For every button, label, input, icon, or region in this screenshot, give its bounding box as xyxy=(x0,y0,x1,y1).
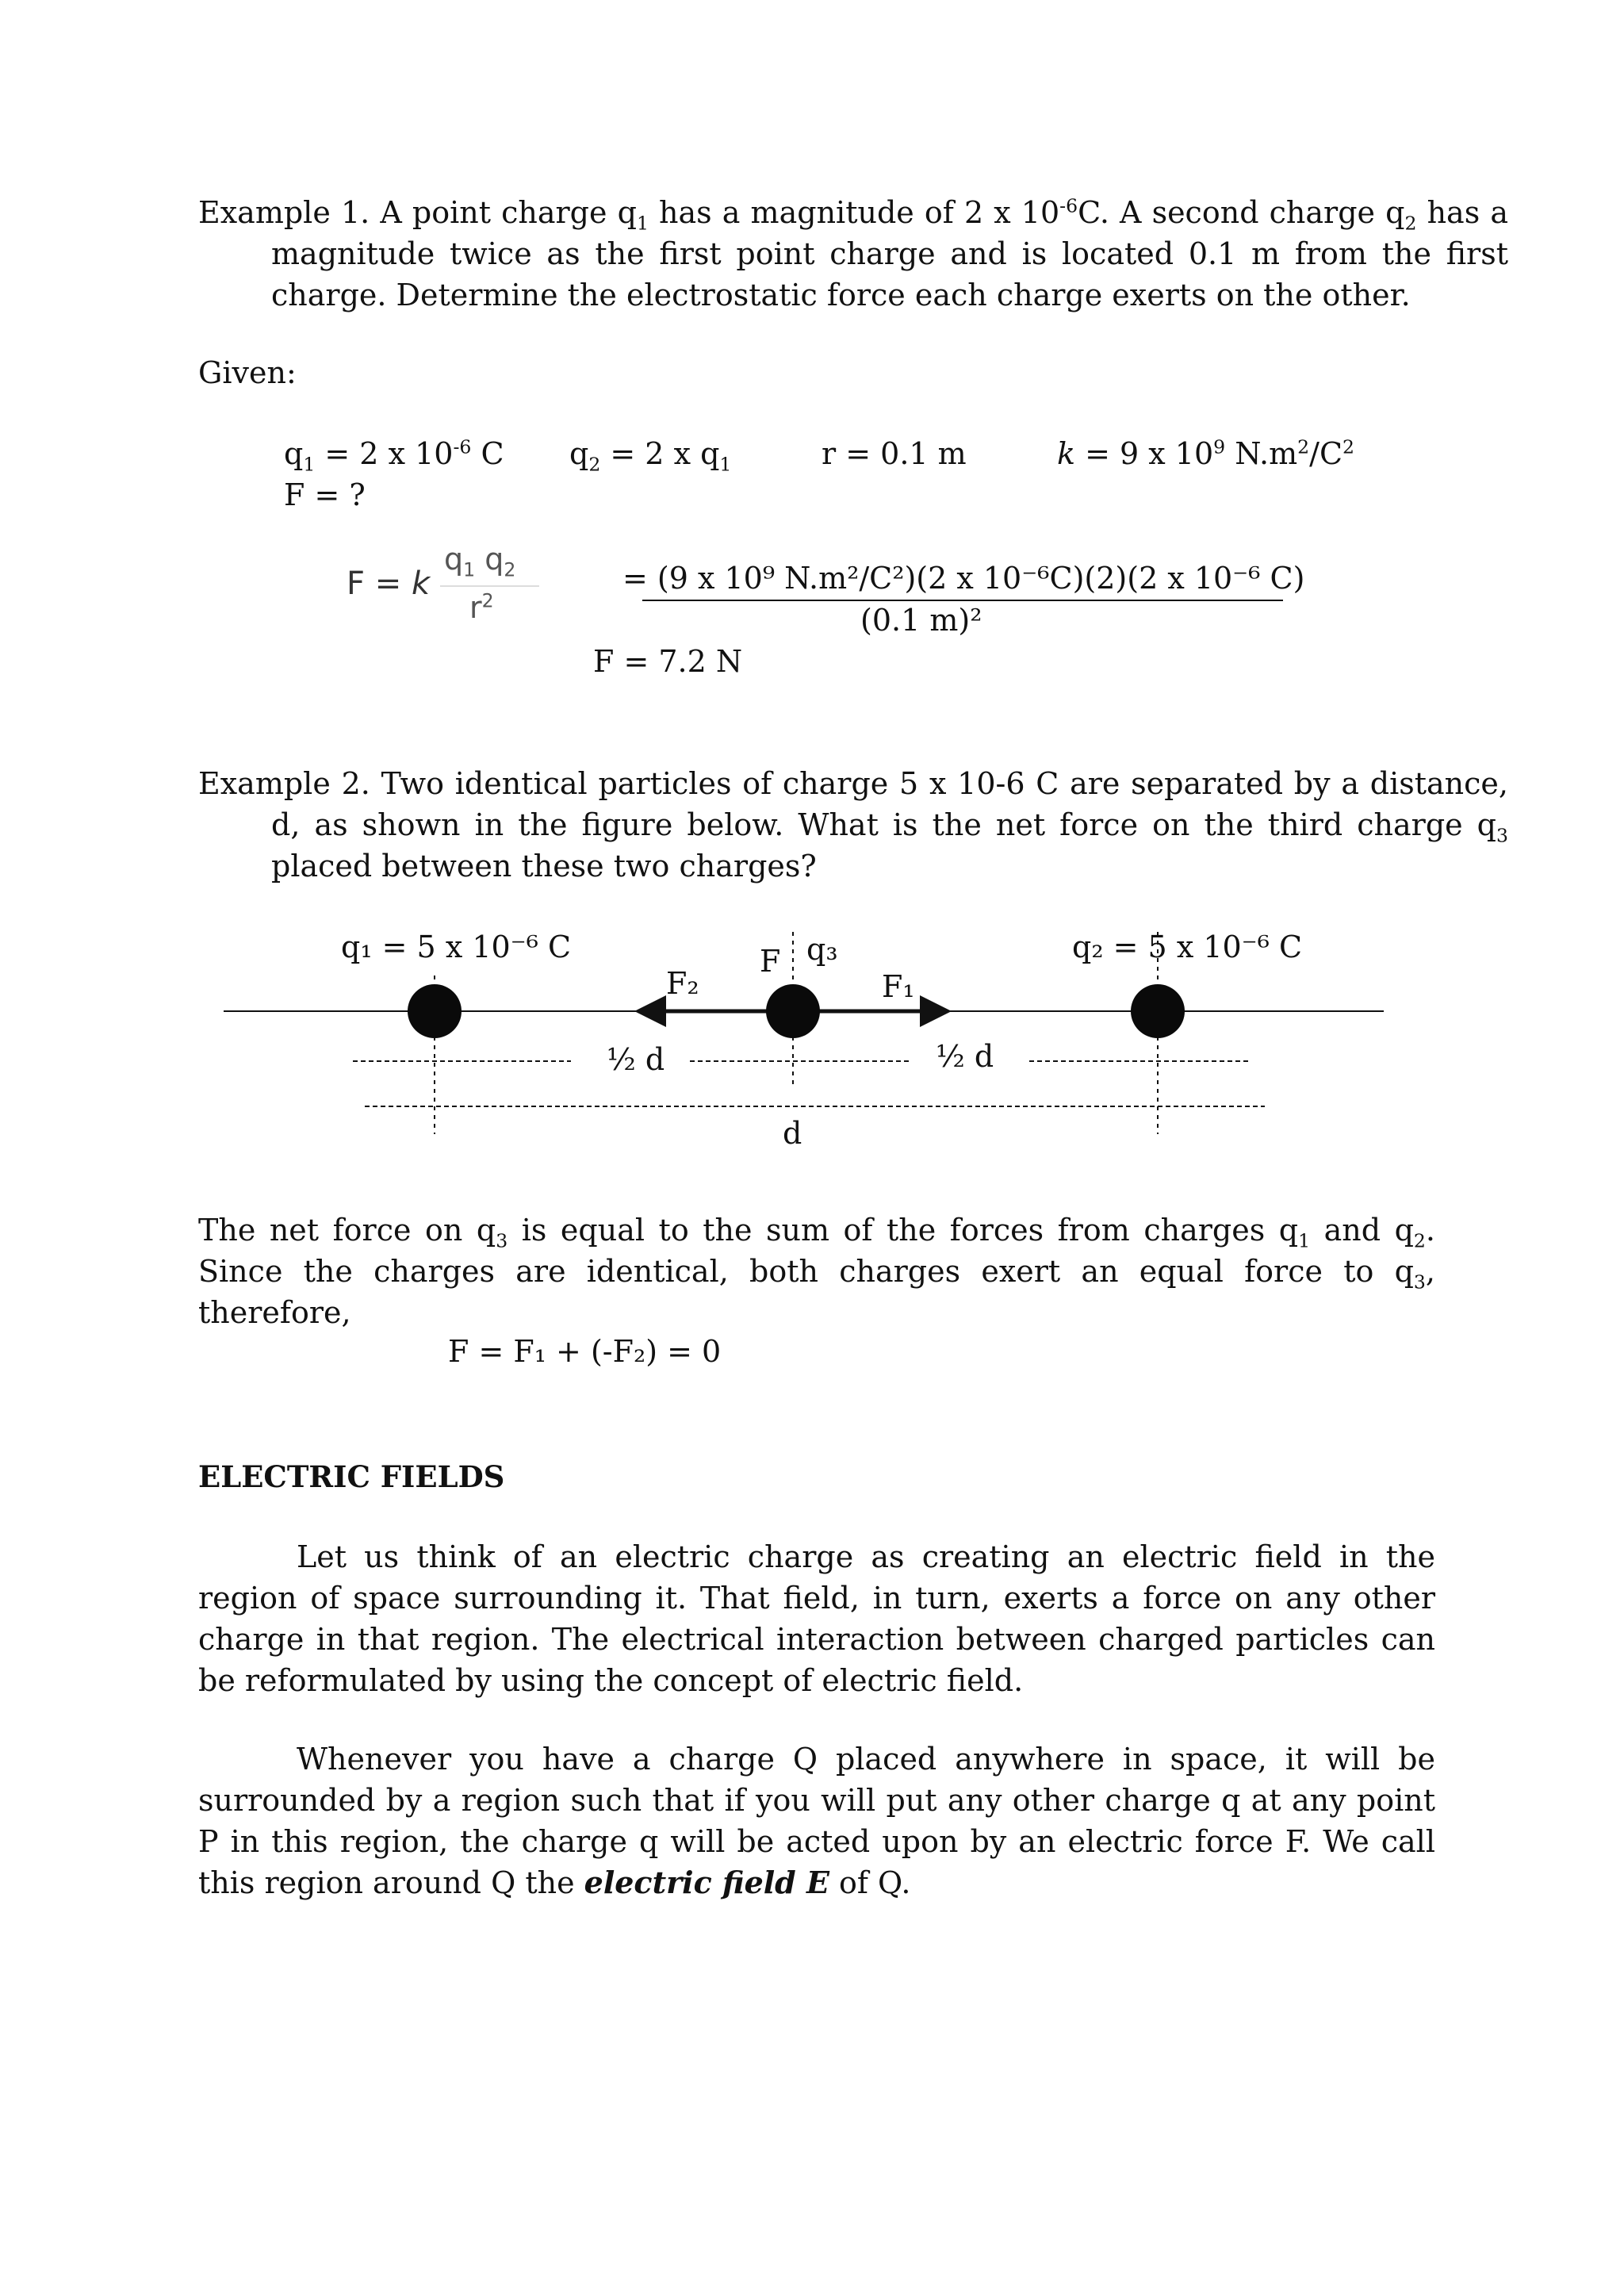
superscript: 9 xyxy=(1213,435,1226,458)
given-label: Given: xyxy=(198,355,297,390)
superscript: 2 xyxy=(481,589,494,612)
formula-text: r xyxy=(469,590,482,625)
subscript: 2 xyxy=(1404,212,1417,235)
q2-label: q₂ = 5 x 10⁻⁶ C xyxy=(1072,930,1303,964)
given-text: q xyxy=(284,436,304,471)
half-d-left-label: ½ d xyxy=(607,1042,665,1077)
formula-text: q xyxy=(444,542,464,577)
subscript: 1 xyxy=(636,212,649,235)
example1-text: has a magnitude twice as the first point charge and is located 0.1 m from the first charge. Determine the electrostatic force each charge exerts on the other. xyxy=(271,195,1508,312)
superscript: 2 xyxy=(1342,435,1355,458)
formula-text: q xyxy=(475,542,504,577)
electric-fields-text: of Q. xyxy=(829,1865,911,1900)
half-d-right-label: ½ d xyxy=(936,1039,994,1074)
net-force-equation: F = F₁ + (-F₂) = 0 xyxy=(448,1334,722,1369)
subscript: 3 xyxy=(1413,1271,1426,1294)
example2-text: placed between these two charges? xyxy=(271,849,817,884)
superscript: -6 xyxy=(453,435,472,458)
subscript: 1 xyxy=(463,558,476,581)
substitution-denominator: (0.1 m)² xyxy=(860,603,982,638)
formula-k: k xyxy=(411,565,431,602)
subscript: 1 xyxy=(719,453,732,476)
q1-label: q₁ = 5 x 10⁻⁶ C xyxy=(341,930,572,964)
charge-q2 xyxy=(1131,984,1185,1038)
given-text: C xyxy=(471,436,504,471)
q3-label: q₃ xyxy=(806,932,838,967)
force-result: F = 7.2 N xyxy=(593,644,743,679)
net-force-paragraph xyxy=(198,1209,1435,1333)
f1-label: F₁ xyxy=(882,969,915,1004)
net-force-text: , therefore, xyxy=(198,1254,1435,1330)
example1-text: has a magnitude of 2 x 10 xyxy=(648,195,1060,230)
example1-text: C. A second charge q xyxy=(1078,195,1405,230)
given-text: = 2 x q xyxy=(600,436,720,471)
given-text: q xyxy=(569,436,589,471)
example2-text: Example 2. Two identical particles of charge 5 x 10-6 C are separated by a distance, d, as shown in the figure below. What is the net force on the third charge q xyxy=(198,766,1508,842)
d-label: d xyxy=(783,1116,802,1151)
charge-q3 xyxy=(766,984,820,1038)
subscript: 3 xyxy=(496,1229,508,1252)
given-f-unknown: F = ? xyxy=(284,477,366,512)
superscript: 2 xyxy=(1297,435,1310,458)
given-text: = 2 x 10 xyxy=(315,436,454,471)
net-force-text: The net force on q xyxy=(198,1213,496,1248)
subscript: 1 xyxy=(1298,1229,1311,1252)
section-heading: ELECTRIC FIELDS xyxy=(198,1459,505,1494)
formula-text: F = xyxy=(347,565,412,602)
given-text: /C xyxy=(1309,436,1343,471)
superscript: -6 xyxy=(1059,194,1078,217)
subscript: 1 xyxy=(303,453,316,476)
f2-label: F₂ xyxy=(666,966,699,1001)
net-force-text: . Since the charges are identical, both charges exert an equal force to q xyxy=(198,1213,1435,1289)
subscript: 2 xyxy=(1413,1229,1426,1252)
electric-fields-paragraph-2 xyxy=(198,1738,1435,1903)
given-text: k xyxy=(1057,436,1076,471)
subscript: 2 xyxy=(588,453,601,476)
subscript: 2 xyxy=(504,558,516,581)
charge-q1 xyxy=(408,984,462,1038)
electric-fields-text: Whenever you have a charge Q placed anywhere in space, it will be surrounded by a region such that if you will put any other charge q at any point P in this region, the charge q will be acted upon by an electric force F. We call this region around Q the xyxy=(198,1742,1435,1900)
net-force-text: is equal to the sum of the forces from charges q xyxy=(508,1213,1299,1248)
given-text: N.m xyxy=(1225,436,1298,471)
given-r: r = 0.1 m xyxy=(822,436,967,471)
given-text: = 9 x 10 xyxy=(1075,436,1214,471)
subscript: 3 xyxy=(1496,824,1508,847)
electric-field-term: electric field E xyxy=(584,1865,829,1900)
electric-fields-paragraph-1: Let us think of an electric charge as creating an electric field in the region of space surrounding it. That field, in turn, exerts a force on any other charge in that region. The electrical interaction between charged particles can be reformulated by using the concept of electric field. xyxy=(198,1539,1435,1698)
example1-text: Example 1. A point charge q xyxy=(198,195,637,230)
f-label: F xyxy=(760,944,781,979)
substitution-numerator: = (9 x 10⁹ N.m²/C²)(2 x 10⁻⁶C)(2)(2 x 10⁻⁶ C) xyxy=(622,561,1305,596)
net-force-text: and q xyxy=(1310,1213,1414,1248)
